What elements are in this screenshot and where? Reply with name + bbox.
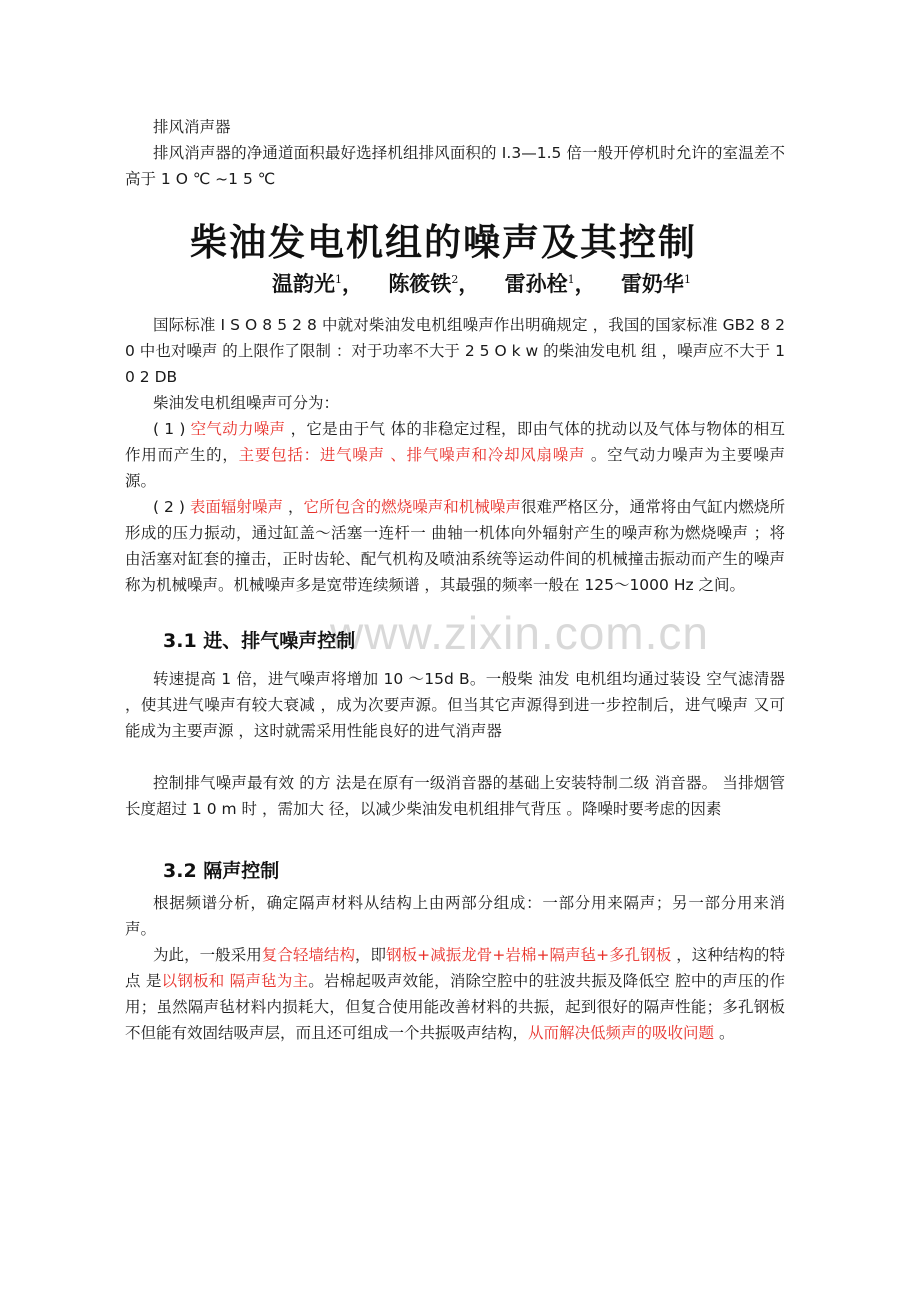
highlight-text: 空气动力噪声 xyxy=(190,420,286,438)
article-title: 柴油发电机组的噪声及其控制 xyxy=(190,221,697,264)
watermark: www.zixin.com.cn xyxy=(330,607,709,659)
author-name: 温韵光 xyxy=(272,271,335,296)
highlight-text: 表面辐射噪声 xyxy=(189,498,284,516)
insulation-paragraph: 根据频谱分析，确定隔声材料从结构上由两部分组成：一部分用来隔声；另一部分用来消声。 xyxy=(125,894,785,938)
section-heading-3-2: 3.2 隔声控制 xyxy=(163,860,280,882)
highlight-text: 从而解决低频声的吸收问题 xyxy=(528,1024,715,1042)
highlight-text: 它所包含的燃烧噪声和机械噪声 xyxy=(303,498,521,516)
highlight-text: 主要包括：进气噪声 、排气噪声和冷却风扇噪声 xyxy=(238,446,586,464)
author-name: 陈筱铁 xyxy=(388,271,452,296)
classification-intro: 柴油发电机组噪声可分为： xyxy=(153,394,340,412)
highlight-text: 钢板+减振龙骨+岩棉+隔声毡+多孔钢板 xyxy=(386,946,672,964)
highlight-text: 以钢板和 隔声毡为主 xyxy=(161,972,309,990)
noise-type-2: ( 2 ) 表面辐射噪声 ，它所包含的燃烧噪声和机械噪声很难严格区分，通常将由气缸内燃烧所形成的压力振动，通过缸盖～活塞一连杆一 曲轴一机体向外辐射产生的噪声称为燃烧噪声 ；将由活塞对缸套的撞击，正时齿轮、配气机构及喷油系统等运动件间的机械撞击振动而产生的噪声称为机械噪声。机械噪声多是宽带连续频谱 ，其最强的频率一般在 125～1000 Hz 之间。 xyxy=(125,498,785,594)
noise-type-1: ( 1 ) 空气动力噪声 ，它是由于气 体的非稳定过程，即由气体的扰动以及气体与物体的相互作用而产生的，主要包括：进气噪声 、排气噪声和冷却风扇噪声 。空气动力噪声为主要噪声源。 xyxy=(125,420,785,490)
author-name: 雷孙栓 xyxy=(504,271,568,296)
exhaust-paragraph: 控制排气噪声最有效 的方 法是在原有一级消音器的基础上安装特制二级 消音器。 当排烟管长度超过 1 0 m 时 ，需加大 径，以减少柴油发电机组排气背压 。降噪时要考虑的因素 xyxy=(125,774,785,818)
author-name: 雷奶华 xyxy=(620,271,684,296)
author-list: 温韵光$^1$， 陈筱铁$^2$， 雷孙栓$^1$， 雷奶华$^1$ xyxy=(272,271,691,296)
structure-paragraph: 为此，一般采用复合轻墙结构，即钢板+减振龙骨+岩棉+隔声毡+多孔钢板 ，这种结构的特点 是以钢板和 隔声毡为主。岩棉起吸声效能，消除空腔中的驻波共振及降低空 腔中的声压的作用；虽然隔声毡材料内损耗大，但复合使用能改善材料的共振，起到很好的隔声性能；多孔钢板不但能有效固结吸声层，而且还可组成一个共振吸声结构，从而解决低频声的吸收问题 。 xyxy=(125,946,785,1042)
highlight-text: 复合轻墙结构 xyxy=(261,946,356,964)
intro-heading: 排风消声器 xyxy=(153,118,231,136)
standard-paragraph: 国际标准 I S O 8 5 2 8 中就对柴油发电机组噪声作出明确规定 ，我国的国家标准 GB2 8 2 0 中也对噪声 的上限作了限制 ：对于功率不大于 2 5 O k w 的柴油发电机 组 ，噪声应不大于 1 0 2 DB xyxy=(125,316,785,386)
intro-paragraph: 排风消声器的净通道面积最好选择机组排风面积的 Ⅰ.3—1.5 倍一般开停机时允许的室温差不高于 1 O ℃ ~1 5 ℃ xyxy=(125,144,785,188)
intake-paragraph: 转速提高 1 倍，进气噪声将增加 10 ～15d B。一般柴 油发 电机组均通过装设 空气滤清器 ，使其进气噪声有较大衰减 ，成为次要声源。但当其它声源得到进一步控制后，进气噪声 又可能成为主要声源 ，这时就需采用性能良好的进气消声器 xyxy=(125,670,785,740)
section-heading-3-1: 3.1 进、排气噪声控制 xyxy=(163,630,356,652)
